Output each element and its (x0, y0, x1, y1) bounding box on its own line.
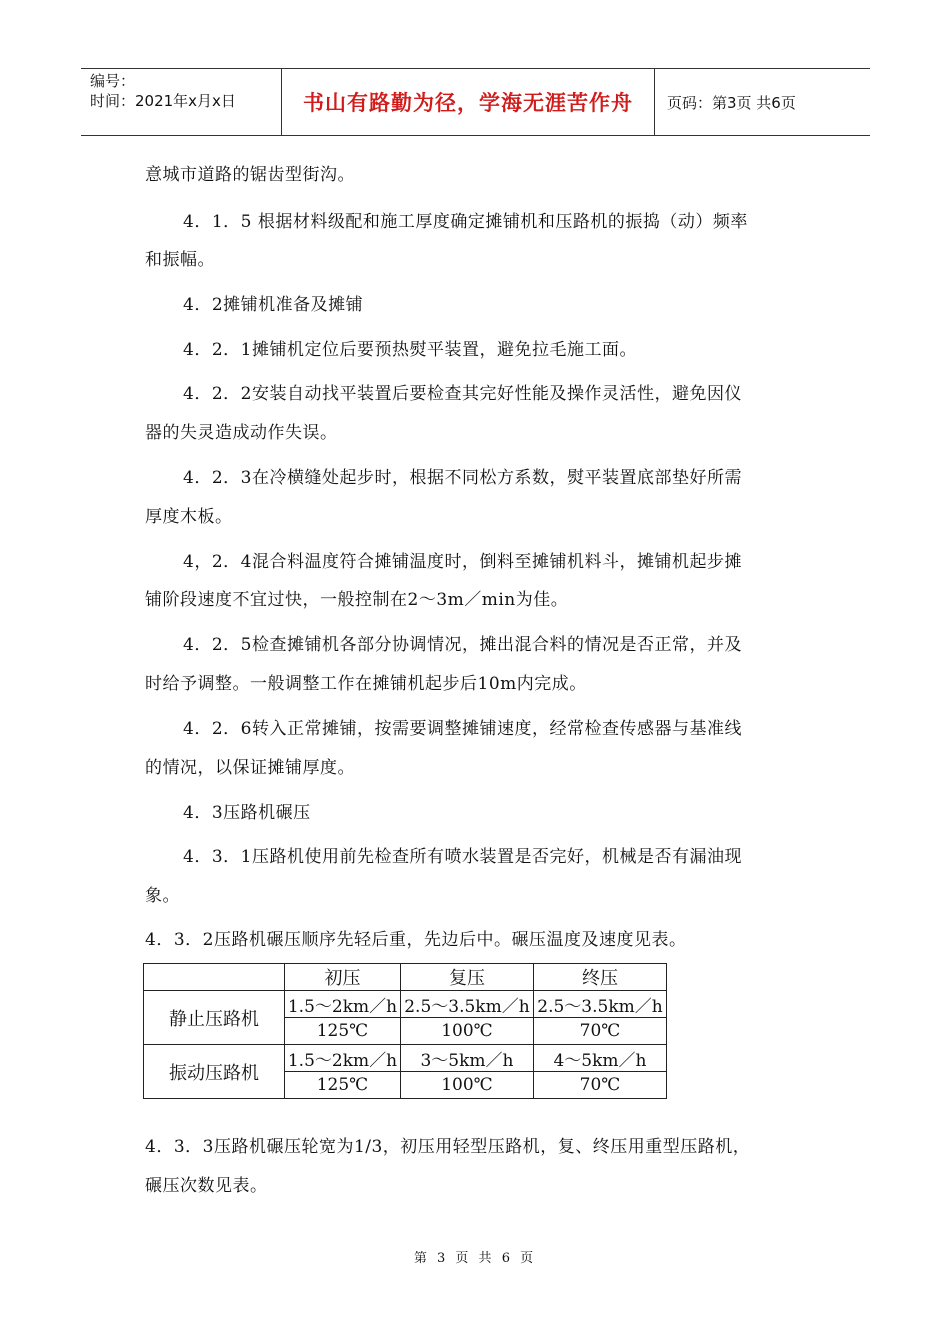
table-cell: 4～5km／h (533, 1045, 666, 1072)
page-footer: 第 3 页 共 6 页 (413, 1251, 537, 1266)
table-cell: 100℃ (400, 1018, 533, 1045)
table-cell: 2.5～3.5km／h (400, 991, 533, 1018)
paragraph-line: 的情况，以保证摊铺厚度。 (145, 758, 355, 778)
table-cell: 1.5～2km／h (285, 991, 401, 1018)
table-cell: 3～5km／h (400, 1045, 533, 1072)
table-header-row (144, 964, 667, 991)
column-header: 终压 (533, 964, 666, 991)
paragraph-line: 4．3．2压路机碾压顺序先轻后重，先边后中。碾压温度及速度见表。 (145, 930, 687, 950)
paragraph-line: 意城市道路的锯齿型街沟。 (145, 165, 355, 185)
table-cell: 2.5～3.5km／h (533, 991, 666, 1018)
paragraph-line: 和振幅。 (145, 250, 215, 270)
paragraph-line: 厚度木板。 (145, 507, 233, 527)
paragraph-line: 碾压次数见表。 (145, 1176, 268, 1196)
row-header: 振动压路机 (144, 1045, 285, 1099)
column-header: 初压 (285, 964, 401, 991)
paragraph-line: 器的失灵造成动作失误。 (145, 423, 338, 443)
table-cell: 70℃ (533, 1072, 666, 1099)
table-row (144, 1045, 667, 1072)
rolling-parameters-table (143, 963, 667, 1099)
table-cell: 100℃ (400, 1072, 533, 1099)
paragraph-line: 4．3．3压路机碾压轮宽为1/3，初压用轻型压路机，复、终压用重型压路机， (145, 1137, 751, 1157)
table-cell: 125℃ (285, 1072, 401, 1099)
column-header: 复压 (400, 964, 533, 991)
table-corner-cell (144, 964, 285, 991)
paragraph-line: 时给予调整。一般调整工作在摊铺机起步后10m内完成。 (145, 674, 587, 694)
table-row (144, 991, 667, 1018)
page-header (81, 68, 870, 136)
paragraph-line: 4．1．5 根据材料级配和施工厚度确定摊铺机和压路机的振捣（动）频率 (183, 212, 748, 232)
row-header: 静止压路机 (144, 991, 285, 1045)
table-cell: 125℃ (285, 1018, 401, 1045)
document-number-label: 编号： (90, 72, 136, 90)
paragraph-line: 4．2．6转入正常摊铺，按需要调整摊铺速度，经常检查传感器与基准线 (183, 719, 742, 739)
paragraph-line: 4．2．3在冷横缝处起步时，根据不同松方系数，熨平装置底部垫好所需 (183, 468, 742, 488)
paragraph-line: 铺阶段速度不宜过快，一般控制在2～3m／min为佳。 (145, 590, 569, 610)
paragraph-line: 象。 (145, 886, 180, 906)
header-motto: 书山有路勤为径，学海无涯苦作舟 (282, 69, 655, 135)
paragraph-line: 4．2．5检查摊铺机各部分协调情况，摊出混合料的情况是否正常，并及 (183, 635, 742, 655)
header-meta (81, 69, 282, 135)
paragraph-line: 4．2．2安装自动找平装置后要检查其完好性能及操作灵活性，避免因仪 (183, 384, 742, 404)
paragraph-line: 4．2．1摊铺机定位后要预热熨平装置，避免拉毛施工面。 (183, 340, 637, 360)
header-page-number: 页码：第3页 共6页 (667, 93, 796, 112)
document-time-label: 时间：2021年x月x日 (90, 92, 236, 110)
section-heading: 4．3压路机碾压 (183, 803, 311, 823)
paragraph-line: 4．3．1压路机使用前先检查所有喷水装置是否完好，机械是否有漏油现 (183, 847, 742, 867)
section-heading: 4．2摊铺机准备及摊铺 (183, 295, 364, 315)
paragraph-line: 4，2．4混合料温度符合摊铺温度时，倒料至摊铺机料斗，摊铺机起步摊 (183, 552, 742, 572)
table-cell: 70℃ (533, 1018, 666, 1045)
table-cell: 1.5～2km／h (285, 1045, 401, 1072)
